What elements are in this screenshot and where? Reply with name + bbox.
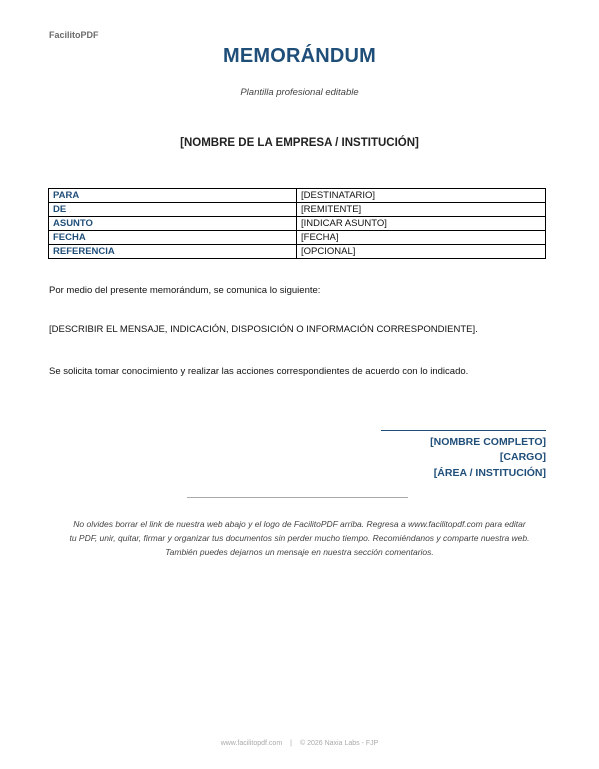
row-value-referencia[interactable]: [OPCIONAL]: [297, 245, 546, 259]
row-label-fecha: FECHA: [49, 231, 297, 245]
footer-copyright: © 2026 Naxia Labs - FJP: [299, 740, 379, 747]
document-subtitle: Plantilla profesional editable: [240, 87, 359, 98]
note-line: tu PDF, unir, quitar, firmar y organizar tus documentos sin perder mucho tiempo. Recomiéndanos y comparte nuestra web.: [69, 533, 530, 543]
signature-line: [381, 430, 546, 431]
row-label-referencia: REFERENCIA: [49, 245, 297, 259]
row-value-fecha[interactable]: [FECHA]: [297, 231, 546, 245]
table-row: [49, 203, 546, 217]
footer-site-link[interactable]: www.facilitopdf.com: [220, 740, 283, 747]
signature-name[interactable]: [NOMBRE COMPLETO]: [430, 436, 546, 448]
section-divider: [187, 497, 408, 498]
table-row: [49, 217, 546, 231]
table-row: [49, 231, 546, 245]
row-label-asunto: ASUNTO: [49, 217, 297, 231]
footer-separator: |: [290, 740, 292, 747]
editing-note: [45, 517, 554, 559]
body-message[interactable]: [DESCRIBIR EL MENSAJE, INDICACIÓN, DISPOSICIÓN O INFORMACIÓN CORRESPONDIENTE].: [49, 324, 478, 335]
row-value-para[interactable]: [DESTINATARIO]: [297, 189, 546, 203]
row-value-asunto[interactable]: [INDICAR ASUNTO]: [297, 217, 546, 231]
row-label-de: DE: [49, 203, 297, 217]
body-intro: Por medio del presente memorándum, se comunica lo siguiente:: [49, 285, 321, 296]
table-row: [49, 189, 546, 203]
table-row: [49, 245, 546, 259]
note-line: También puedes dejarnos un mensaje en nuestra sección comentarios.: [165, 547, 434, 557]
row-label-para: PARA: [49, 189, 297, 203]
signature-area[interactable]: [ÁREA / INSTITUCIÓN]: [433, 467, 546, 479]
memo-header-table: [48, 188, 546, 259]
signature-role[interactable]: [CARGO]: [499, 451, 546, 463]
brand-logo-text: FacilitoPDF: [49, 30, 99, 40]
row-value-de[interactable]: [REMITENTE]: [297, 203, 546, 217]
company-name: [NOMBRE DE LA EMPRESA / INSTITUCIÓN]: [180, 137, 419, 149]
body-closing: Se solicita tomar conocimiento y realizar las acciones correspondientes de acuerdo con lo indicado.: [49, 366, 469, 377]
page-footer: [0, 740, 599, 747]
document-title: MEMORÁNDUM: [222, 45, 377, 67]
note-line: No olvides borrar el link de nuestra web abajo y el logo de FacilitoPDF arriba. Regresa a www.facilitopdf.com para editar: [73, 519, 526, 529]
